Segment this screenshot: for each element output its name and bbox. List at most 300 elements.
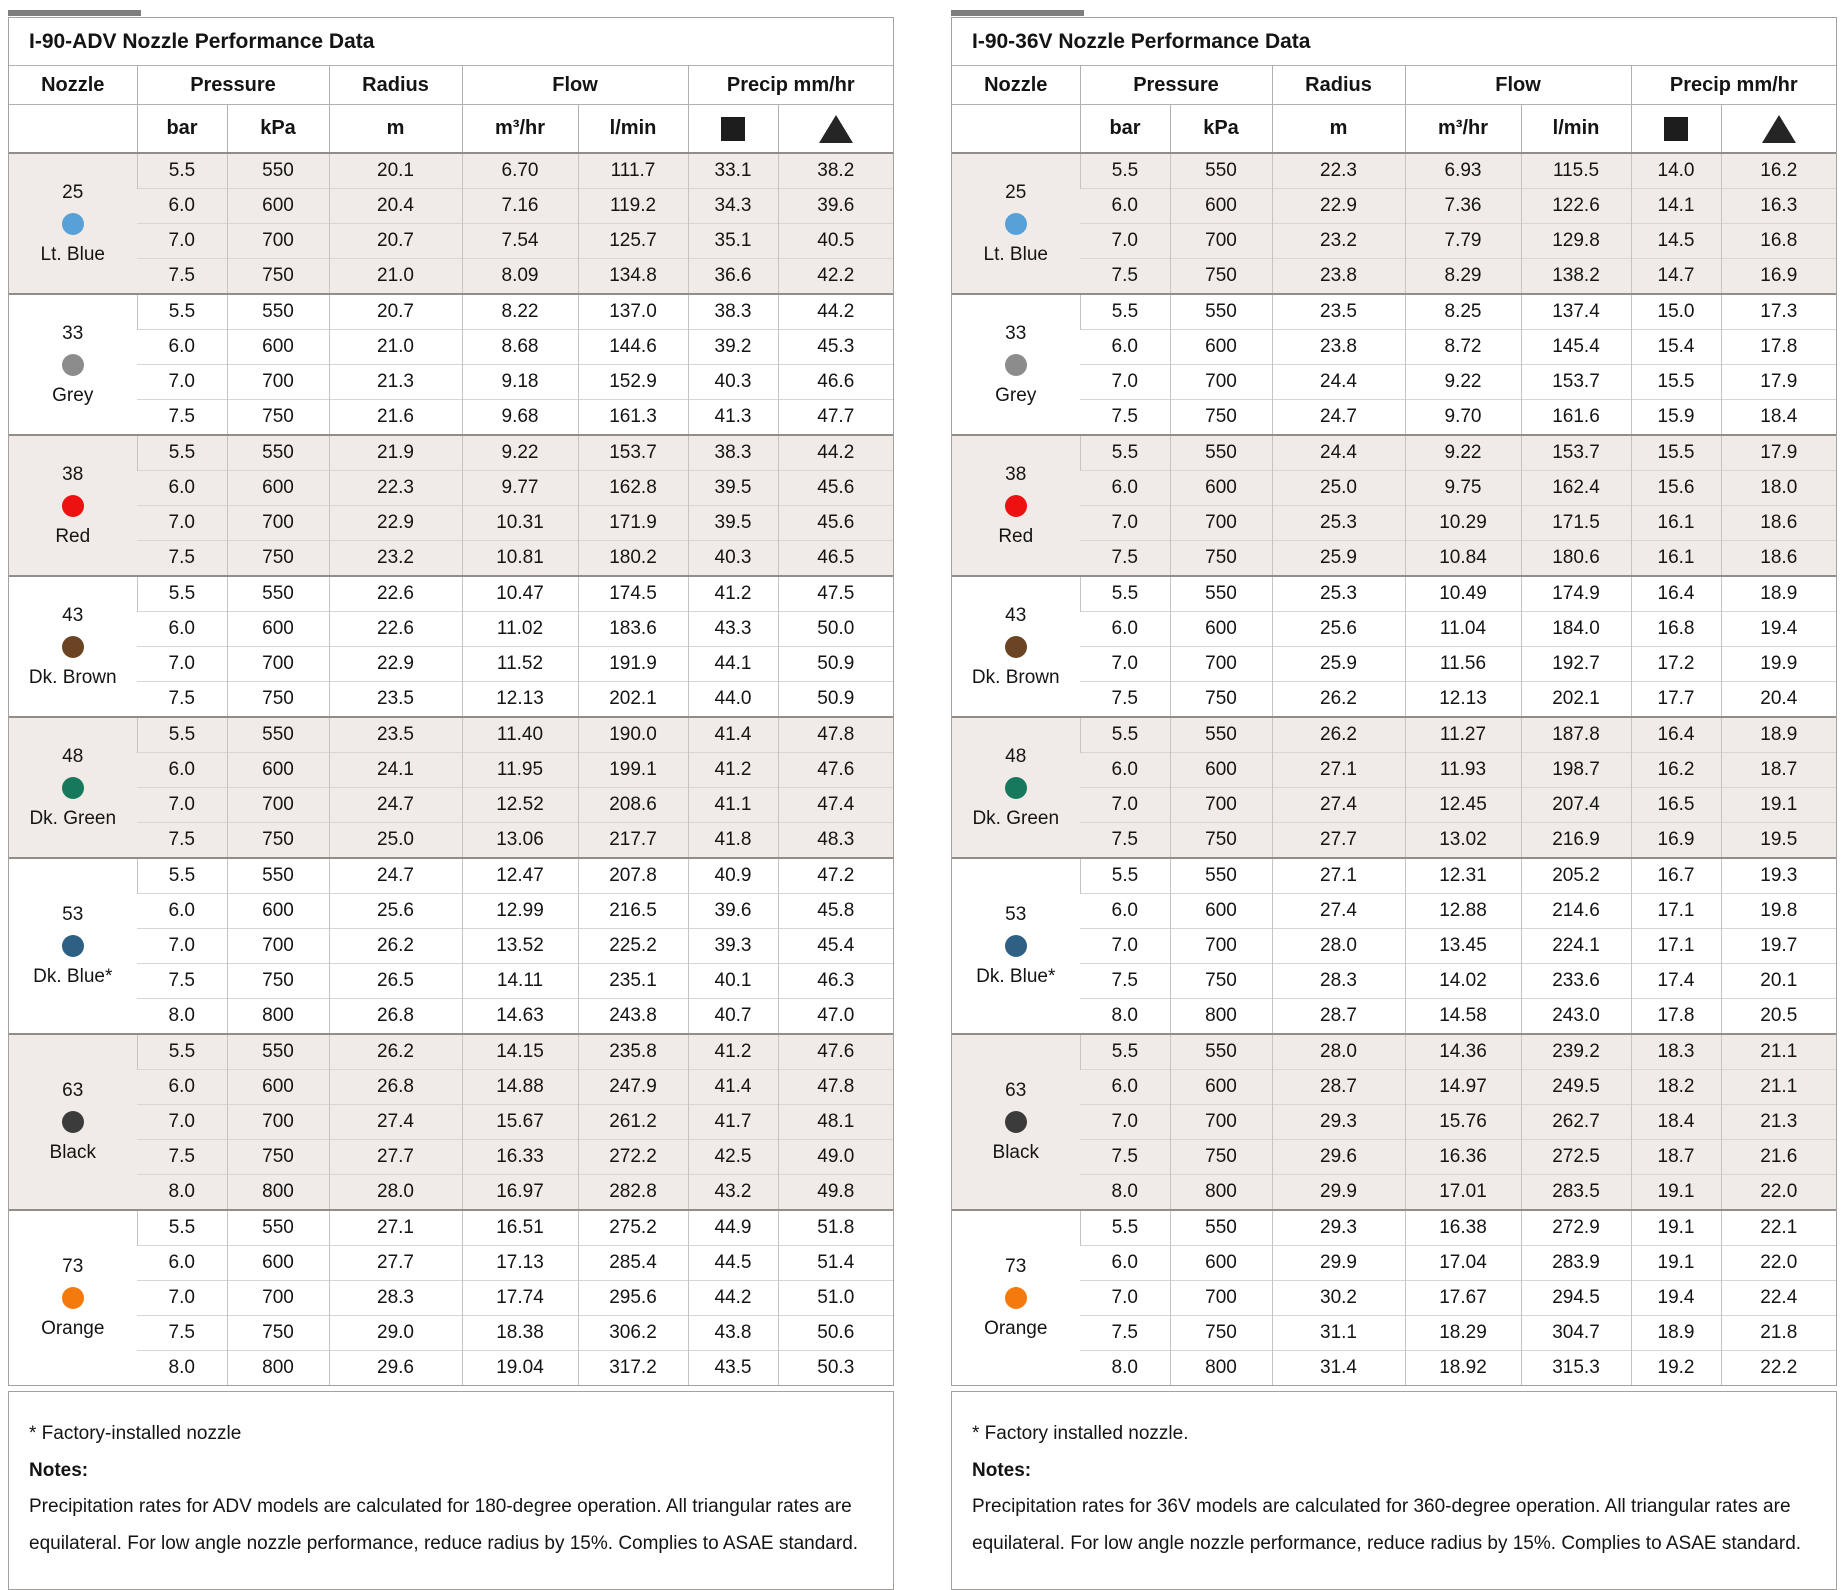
data-cell: 5.5 [137,1034,227,1070]
data-cell: 17.04 [1405,1246,1521,1281]
data-cell: 11.40 [462,717,578,753]
header-row-units [9,105,893,154]
table-box [951,17,1837,1386]
data-cell: 600 [227,1070,329,1105]
col-header-precip: Precip mm/hr [1631,66,1836,105]
data-cell: 35.1 [688,224,778,259]
notes-label: Notes: [972,1459,1032,1481]
data-cell: 10.47 [462,576,578,612]
data-cell: 600 [227,1246,329,1281]
data-cell: 43.3 [688,612,778,647]
data-cell: 7.5 [137,823,227,859]
data-cell: 48.1 [778,1105,893,1140]
col-header-lmin: l/min [578,105,688,154]
data-cell: 19.1 [1721,788,1836,823]
data-cell: 202.1 [1521,682,1631,718]
data-cell: 29.9 [1272,1246,1405,1281]
data-cell: 183.6 [578,612,688,647]
table-row [952,541,1836,577]
nozzle-number: 53 [1005,904,1027,925]
data-cell: 39.6 [778,189,893,224]
footnote: * Factory-installed nozzle [29,1423,242,1444]
data-cell: 16.5 [1631,788,1721,823]
data-cell: 5.5 [137,858,227,894]
nozzle-cell [952,1210,1080,1385]
table-row [9,964,893,999]
square-icon [1664,117,1688,141]
data-cell: 174.5 [578,576,688,612]
data-cell: 750 [227,541,329,577]
nozzle-number: 25 [62,181,84,203]
data-cell: 9.70 [1405,400,1521,436]
data-cell: 17.1 [1631,894,1721,929]
data-cell: 6.0 [137,189,227,224]
data-cell: 272.9 [1521,1210,1631,1246]
header-row-groups [952,66,1836,105]
nozzle-color-dot-icon [1005,777,1027,799]
data-cell: 21.3 [1721,1105,1836,1140]
data-cell: 51.0 [778,1281,893,1316]
data-cell: 11.04 [1405,612,1521,647]
table-row [952,1140,1836,1175]
table-row [9,894,893,929]
data-cell: 14.88 [462,1070,578,1105]
scrollbar-thumb[interactable] [951,10,1084,16]
data-cell: 17.1 [1631,929,1721,964]
data-cell: 750 [1170,1140,1272,1175]
data-cell: 16.38 [1405,1210,1521,1246]
nozzle-cell [952,717,1080,858]
data-cell: 27.7 [329,1140,462,1175]
nozzle-color-dot-icon [62,495,84,517]
data-cell: 600 [227,894,329,929]
data-cell: 28.0 [329,1175,462,1211]
data-cell: 7.5 [1080,541,1170,577]
data-cell: 239.2 [1521,1034,1631,1070]
data-cell: 7.0 [137,647,227,682]
data-cell: 21.1 [1721,1070,1836,1105]
data-cell: 8.0 [137,1351,227,1386]
data-cell: 17.01 [1405,1175,1521,1211]
data-cell: 225.2 [578,929,688,964]
table-row [952,1034,1836,1070]
data-cell: 750 [1170,823,1272,859]
data-cell: 9.22 [1405,365,1521,400]
data-cell: 41.2 [688,576,778,612]
table-row [952,1070,1836,1105]
table-row [9,717,893,753]
data-cell: 550 [227,294,329,330]
data-cell: 187.8 [1521,717,1631,753]
data-cell: 18.6 [1721,506,1836,541]
data-cell: 26.2 [329,929,462,964]
data-cell: 7.0 [137,1105,227,1140]
data-cell: 18.7 [1721,753,1836,788]
nozzle-color-dot-icon [1005,1287,1027,1309]
data-cell: 8.09 [462,259,578,295]
data-cell: 700 [1170,1105,1272,1140]
data-cell: 9.18 [462,365,578,400]
data-cell: 47.0 [778,999,893,1035]
data-cell: 15.6 [1631,471,1721,506]
data-cell: 20.4 [1721,682,1836,718]
nozzle-color-dot-icon [1005,495,1027,517]
data-cell: 7.5 [1080,1316,1170,1351]
data-cell: 216.5 [578,894,688,929]
notes-box [951,1391,1837,1590]
data-cell: 40.5 [778,224,893,259]
nozzle-number: 73 [1005,1256,1027,1277]
data-cell: 14.7 [1631,259,1721,295]
header-row-groups [9,66,893,105]
data-cell: 134.8 [578,259,688,295]
data-cell: 125.7 [578,224,688,259]
col-header-pressure: Pressure [1080,66,1272,105]
data-cell: 49.8 [778,1175,893,1211]
data-cell: 600 [1170,612,1272,647]
data-cell: 11.56 [1405,647,1521,682]
table-row [952,964,1836,999]
data-cell: 21.1 [1721,1034,1836,1070]
table-row [9,224,893,259]
data-cell: 21.9 [329,435,462,471]
data-cell: 19.8 [1721,894,1836,929]
data-cell: 9.75 [1405,471,1521,506]
data-cell: 15.67 [462,1105,578,1140]
data-cell: 17.2 [1631,647,1721,682]
data-cell: 20.5 [1721,999,1836,1035]
data-cell: 600 [227,330,329,365]
data-cell: 7.5 [1080,964,1170,999]
col-header-empty [9,105,137,154]
data-cell: 27.1 [329,1210,462,1246]
col-header-precip-square [1631,105,1721,154]
data-cell: 18.9 [1721,576,1836,612]
data-cell: 22.6 [329,576,462,612]
data-cell: 29.6 [1272,1140,1405,1175]
data-cell: 6.0 [137,753,227,788]
table-row [952,224,1836,259]
data-cell: 10.49 [1405,576,1521,612]
data-cell: 7.0 [1080,1105,1170,1140]
table-row [9,541,893,577]
data-cell: 41.4 [688,717,778,753]
data-cell: 129.8 [1521,224,1631,259]
data-cell: 13.02 [1405,823,1521,859]
data-cell: 44.5 [688,1246,778,1281]
data-cell: 700 [1170,1281,1272,1316]
data-cell: 39.6 [688,894,778,929]
data-cell: 202.1 [578,682,688,718]
table-row [952,400,1836,436]
data-cell: 6.0 [137,471,227,506]
data-cell: 750 [227,1140,329,1175]
nozzle-number: 38 [1005,463,1027,485]
data-cell: 7.54 [462,224,578,259]
data-cell: 17.9 [1721,365,1836,400]
table-row [9,506,893,541]
data-cell: 7.0 [1080,224,1170,259]
table-row [952,894,1836,929]
table-row [952,189,1836,224]
data-cell: 30.2 [1272,1281,1405,1316]
data-cell: 6.0 [137,894,227,929]
data-cell: 8.22 [462,294,578,330]
table-row [9,1210,893,1246]
data-cell: 17.67 [1405,1281,1521,1316]
data-cell: 26.2 [1272,682,1405,718]
data-cell: 12.99 [462,894,578,929]
data-cell: 16.2 [1721,153,1836,189]
nozzle-cell [9,858,137,1034]
data-cell: 700 [227,224,329,259]
data-cell: 38.3 [688,435,778,471]
data-cell: 22.9 [329,506,462,541]
data-cell: 23.5 [329,682,462,718]
data-cell: 243.8 [578,999,688,1035]
data-cell: 22.9 [1272,189,1405,224]
data-cell: 16.8 [1631,612,1721,647]
data-cell: 22.0 [1721,1175,1836,1211]
nozzle-color-dot-icon [1005,935,1027,957]
data-cell: 16.4 [1631,717,1721,753]
data-cell: 750 [1170,541,1272,577]
data-cell: 23.8 [1272,259,1405,295]
nozzle-number: 33 [62,322,84,344]
table-box [8,17,894,1386]
table-row [952,753,1836,788]
data-cell: 550 [227,153,329,189]
data-cell: 262.7 [1521,1105,1631,1140]
nozzle-color-name: Dk. Green [29,807,117,829]
data-cell: 27.7 [329,1246,462,1281]
table-row [952,294,1836,330]
square-icon [721,117,745,141]
table-row [952,1210,1836,1246]
table-body [9,153,893,1385]
nozzle-color-dot-icon [62,777,84,799]
data-cell: 24.4 [1272,435,1405,471]
data-cell: 700 [1170,365,1272,400]
data-cell: 6.0 [137,612,227,647]
data-cell: 7.5 [137,964,227,999]
table-row [9,1246,893,1281]
data-cell: 137.0 [578,294,688,330]
data-cell: 171.9 [578,506,688,541]
table-row [952,612,1836,647]
data-cell: 8.25 [1405,294,1521,330]
table-row [9,435,893,471]
data-cell: 11.27 [1405,717,1521,753]
data-cell: 11.52 [462,647,578,682]
data-cell: 18.29 [1405,1316,1521,1351]
data-cell: 19.1 [1631,1246,1721,1281]
col-header-lmin: l/min [1521,105,1631,154]
data-cell: 5.5 [137,576,227,612]
data-cell: 550 [1170,153,1272,189]
data-cell: 550 [227,858,329,894]
data-cell: 800 [227,999,329,1035]
nozzle-cell [9,153,137,294]
col-header-precip-square [688,105,778,154]
nozzle-color-dot-icon [1005,636,1027,658]
table-row [9,153,893,189]
data-cell: 283.9 [1521,1246,1631,1281]
data-cell: 184.0 [1521,612,1631,647]
data-cell: 5.5 [1080,1034,1170,1070]
data-cell: 800 [1170,999,1272,1035]
data-cell: 750 [1170,259,1272,295]
data-cell: 29.6 [329,1351,462,1386]
data-cell: 50.0 [778,612,893,647]
data-cell: 216.9 [1521,823,1631,859]
data-cell: 600 [227,612,329,647]
data-cell: 25.9 [1272,541,1405,577]
data-cell: 153.7 [1521,435,1631,471]
nozzle-color-name: Dk. Brown [28,666,117,688]
data-cell: 190.0 [578,717,688,753]
data-cell: 31.1 [1272,1316,1405,1351]
data-cell: 214.6 [1521,894,1631,929]
data-cell: 8.0 [1080,1175,1170,1211]
table-row [952,929,1836,964]
data-cell: 17.3 [1721,294,1836,330]
nozzle-number: 38 [62,463,84,485]
data-cell: 6.0 [137,1246,227,1281]
table-row [952,999,1836,1035]
data-cell: 46.6 [778,365,893,400]
data-cell: 16.9 [1631,823,1721,859]
scrollbar-thumb[interactable] [8,10,141,16]
data-cell: 600 [1170,1070,1272,1105]
data-cell: 23.8 [1272,330,1405,365]
nozzle-number: 73 [62,1256,84,1277]
col-header-m3hr: m³/hr [1405,105,1521,154]
data-cell: 22.3 [1272,153,1405,189]
nozzle-cell [952,153,1080,294]
data-cell: 50.9 [778,682,893,718]
nozzle-color-name: Grey [995,384,1037,406]
data-cell: 275.2 [578,1210,688,1246]
data-cell: 162.8 [578,471,688,506]
data-cell: 21.6 [329,400,462,436]
data-cell: 6.0 [137,1070,227,1105]
data-cell: 14.97 [1405,1070,1521,1105]
table-row [952,1351,1836,1386]
data-cell: 7.79 [1405,224,1521,259]
data-cell: 18.7 [1631,1140,1721,1175]
nozzle-color-dot-icon [1005,354,1027,376]
data-cell: 41.3 [688,400,778,436]
data-cell: 180.2 [578,541,688,577]
notes-box [8,1391,894,1590]
nozzle-color-name: Lt. Blue [983,243,1048,265]
data-cell: 17.7 [1631,682,1721,718]
data-cell: 700 [227,365,329,400]
data-cell: 7.0 [137,224,227,259]
data-cell: 5.5 [137,717,227,753]
data-cell: 34.3 [688,189,778,224]
data-cell: 12.13 [1405,682,1521,718]
data-cell: 700 [227,1105,329,1140]
table-row [9,471,893,506]
performance-table [952,66,1836,1385]
data-cell: 16.2 [1631,753,1721,788]
data-cell: 550 [227,717,329,753]
data-cell: 233.6 [1521,964,1631,999]
nozzle-cell [9,1210,137,1385]
table-row [952,1175,1836,1211]
data-cell: 16.7 [1631,858,1721,894]
data-cell: 285.4 [578,1246,688,1281]
data-cell: 21.6 [1721,1140,1836,1175]
col-header-nozzle: Nozzle [952,66,1080,105]
data-cell: 5.5 [137,1210,227,1246]
data-cell: 7.5 [1080,400,1170,436]
nozzle-color-name: Red [55,525,91,547]
table-row [952,435,1836,471]
data-cell: 750 [227,1316,329,1351]
data-cell: 21.0 [329,330,462,365]
data-cell: 19.04 [462,1351,578,1386]
data-cell: 162.4 [1521,471,1631,506]
data-cell: 18.2 [1631,1070,1721,1105]
data-cell: 18.0 [1721,471,1836,506]
table-row [952,682,1836,718]
data-cell: 36.6 [688,259,778,295]
data-cell: 145.4 [1521,330,1631,365]
data-cell: 7.0 [137,788,227,823]
data-cell: 26.8 [329,1070,462,1105]
data-cell: 44.9 [688,1210,778,1246]
data-cell: 5.5 [137,153,227,189]
data-cell: 15.0 [1631,294,1721,330]
data-cell: 25.9 [1272,647,1405,682]
data-cell: 47.6 [778,753,893,788]
data-cell: 750 [227,259,329,295]
data-cell: 29.3 [1272,1105,1405,1140]
data-cell: 39.2 [688,330,778,365]
notes-text: Precipitation rates for 36V models are calculated for 360-degree operation. All triangular rates are equilateral. For low angle nozzle performance, reduce radius by 15%. Complies to ASAE standard. [972,1496,1802,1554]
data-cell: 44.1 [688,647,778,682]
table-row [952,1246,1836,1281]
data-cell: 16.97 [462,1175,578,1211]
data-cell: 28.3 [329,1281,462,1316]
data-cell: 17.13 [462,1246,578,1281]
nozzle-color-name: Grey [52,384,94,406]
data-cell: 27.4 [1272,788,1405,823]
data-cell: 144.6 [578,330,688,365]
data-cell: 7.0 [1080,647,1170,682]
data-cell: 550 [227,1210,329,1246]
data-cell: 15.76 [1405,1105,1521,1140]
data-cell: 550 [1170,858,1272,894]
data-cell: 8.68 [462,330,578,365]
data-cell: 7.0 [1080,929,1170,964]
col-header-bar: bar [1080,105,1170,154]
col-header-precip: Precip mm/hr [688,66,893,105]
data-cell: 7.0 [1080,788,1170,823]
data-cell: 47.5 [778,576,893,612]
data-cell: 152.9 [578,365,688,400]
data-cell: 14.63 [462,999,578,1035]
data-cell: 7.5 [1080,682,1170,718]
data-cell: 14.58 [1405,999,1521,1035]
data-cell: 800 [1170,1351,1272,1386]
table-row [952,365,1836,400]
data-cell: 19.7 [1721,929,1836,964]
data-cell: 26.5 [329,964,462,999]
